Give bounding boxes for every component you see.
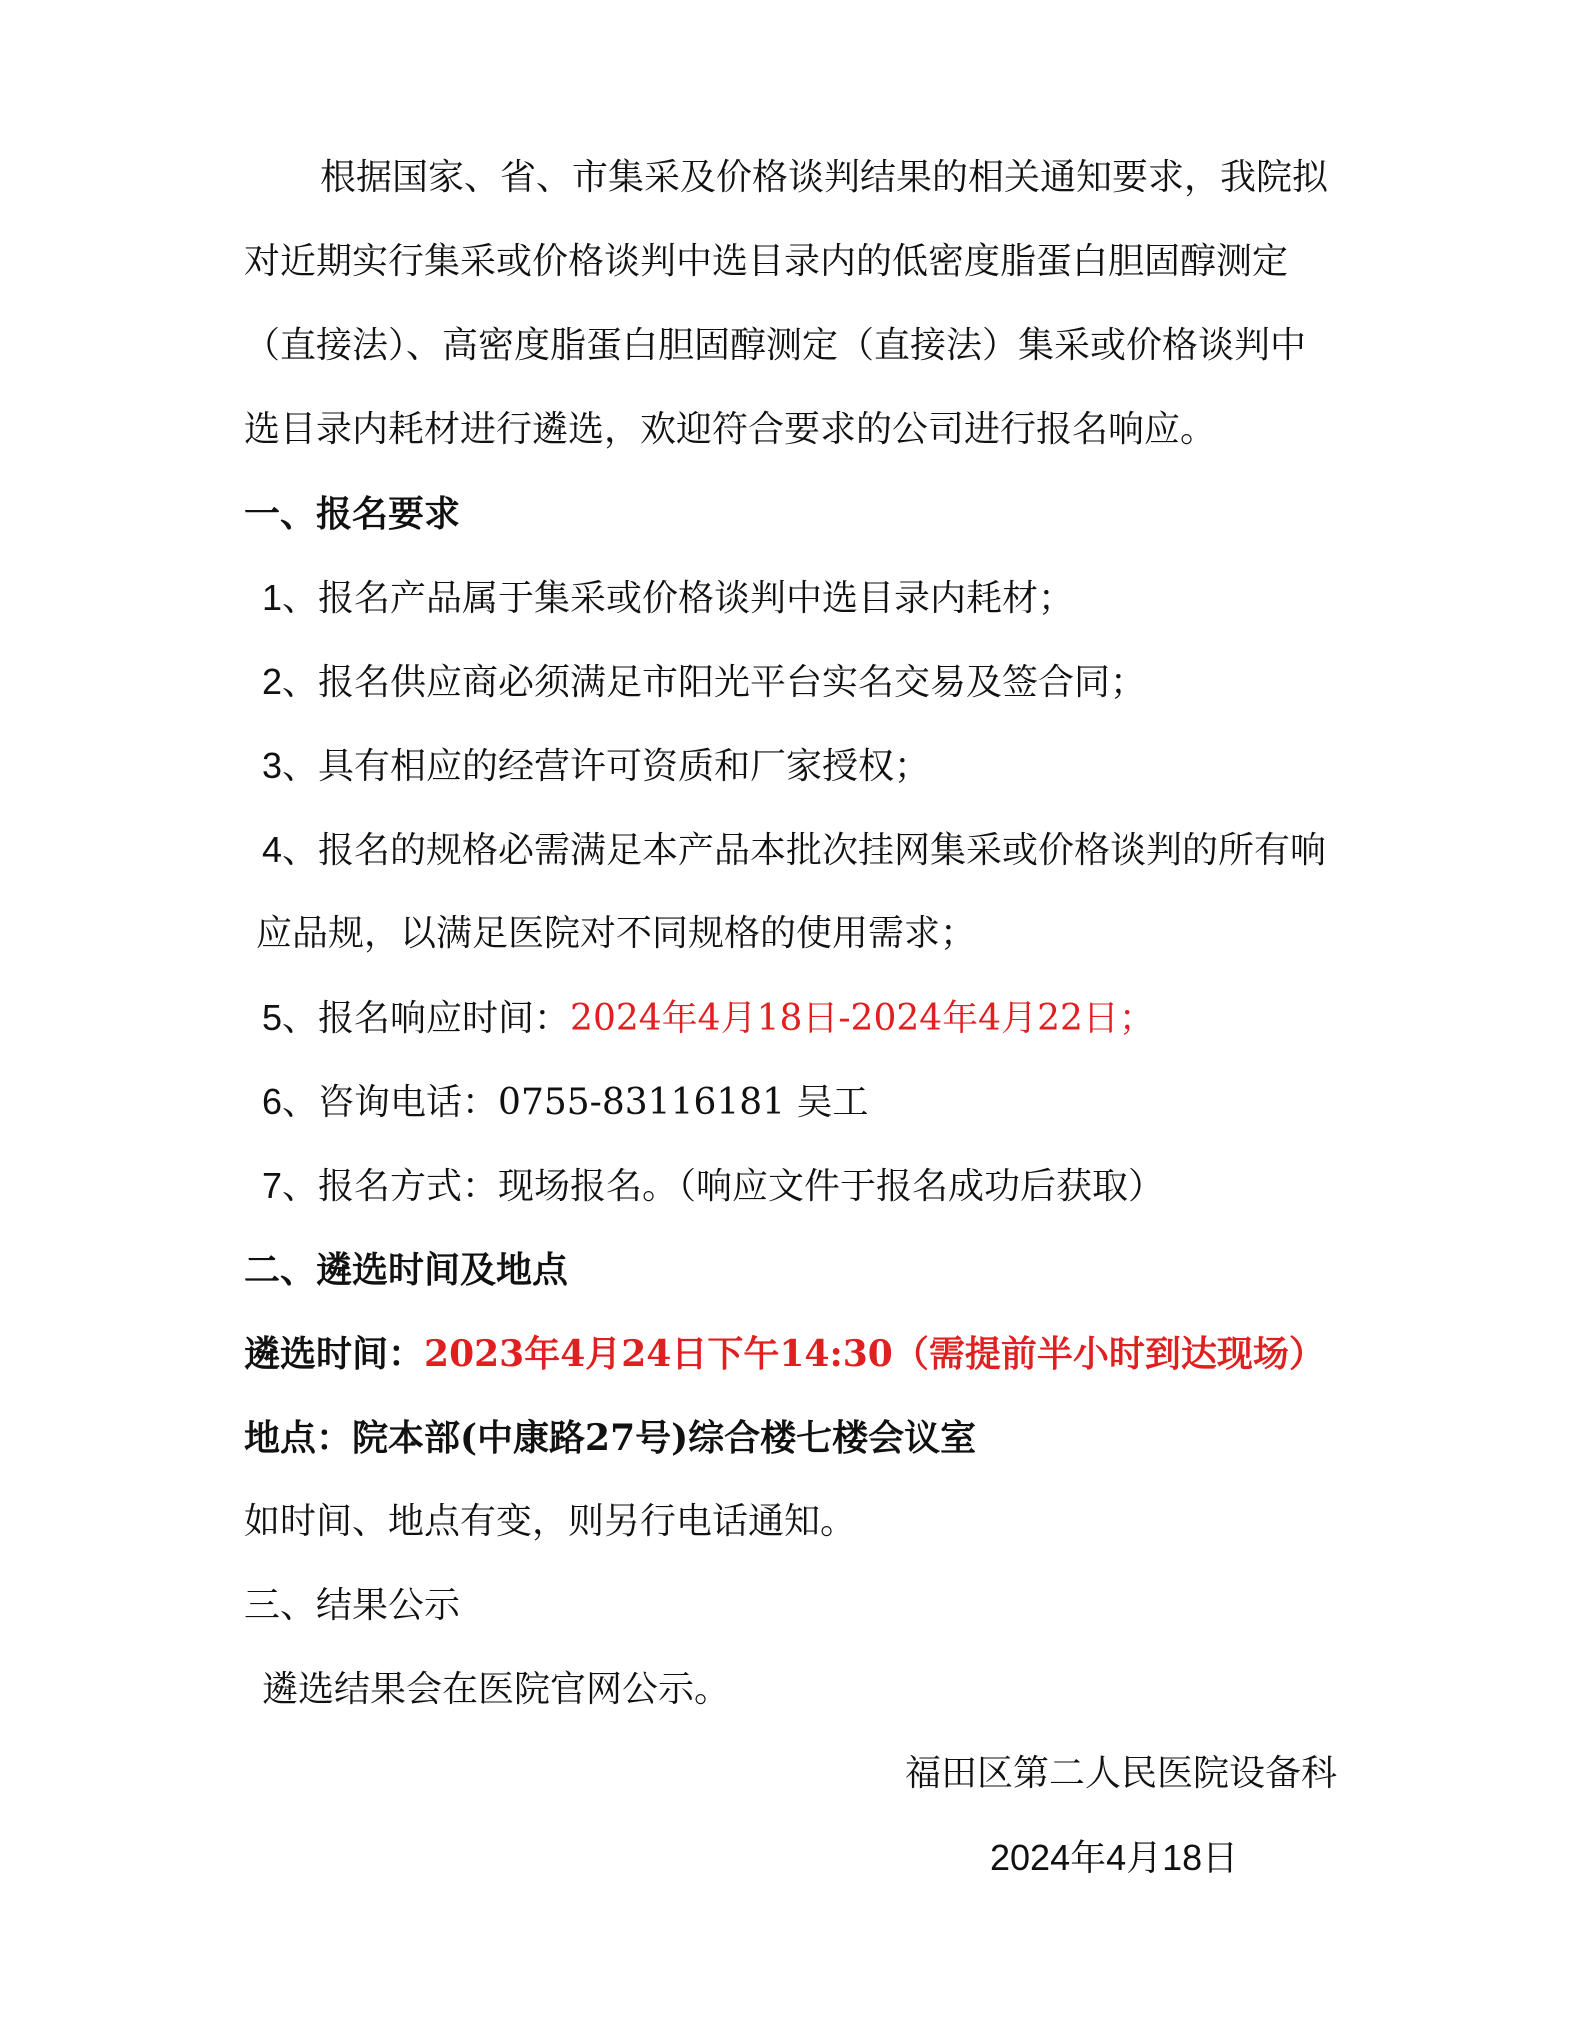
intro-line-4: 选目录内耗材进行遴选，欢迎符合要求的公司进行报名响应。 xyxy=(244,409,1217,450)
item-label: 咨询电话： xyxy=(318,1082,499,1123)
contact-phone: 0755-83116181 吴工 xyxy=(498,1082,869,1123)
response-period: 2024年4月18日-2024年4月22日； xyxy=(570,998,1155,1039)
requirement-item-4-continued: 应品规，以满足医院对不同规格的使用需求； xyxy=(256,913,977,954)
requirement-item-5 xyxy=(262,992,1155,1045)
intro-line-1: 根据国家、省、市集采及价格谈判结果的相关通知要求，我院拟 xyxy=(320,157,1329,198)
requirement-item-7 xyxy=(262,1160,1164,1213)
requirement-item-4 xyxy=(262,824,1326,877)
section-1-heading: 一、报名要求 xyxy=(244,493,461,535)
result-notice: 遴选结果会在医院官网公示。 xyxy=(262,1669,731,1710)
item-number: 6、 xyxy=(262,1081,319,1122)
intro-line-3: （直接法）、高密度脂蛋白胆固醇测定（直接法）集采或价格谈判中 xyxy=(244,325,1307,366)
item-text: 报名方式：现场报名。（响应文件于报名成功后获取） xyxy=(318,1166,1165,1207)
item-text: 报名的规格必需满足本产品本批次挂网集采或价格谈判的所有响 xyxy=(318,830,1327,871)
selection-place: 地点：院本部(中康路27号)综合楼七楼会议室 xyxy=(244,1417,977,1459)
selection-time-label: 遴选时间： xyxy=(244,1333,425,1375)
issuing-department: 福田区第二人民医院设备科 xyxy=(905,1753,1338,1794)
requirement-item-1 xyxy=(262,572,1074,625)
selection-time-value: 2023年4月24日下午14:30（需提前半小时到达现场） xyxy=(424,1333,1325,1375)
issue-date: 2024年4月18日 xyxy=(990,1837,1239,1878)
section-2-heading: 二、遴选时间及地点 xyxy=(244,1249,569,1291)
requirement-item-6 xyxy=(262,1076,869,1129)
requirement-item-2 xyxy=(262,656,1146,709)
section-3-heading: 三、结果公示 xyxy=(244,1585,461,1626)
item-text: 具有相应的经营许可资质和厂家授权； xyxy=(318,746,931,787)
change-note: 如时间、地点有变，则另行电话通知。 xyxy=(244,1501,857,1542)
item-number: 3、 xyxy=(262,745,319,786)
item-text: 报名产品属于集采或价格谈判中选目录内耗材； xyxy=(318,578,1075,619)
item-number: 5、 xyxy=(262,997,319,1038)
item-number: 7、 xyxy=(262,1165,319,1206)
item-number: 1、 xyxy=(262,577,319,618)
selection-time xyxy=(244,1328,1325,1380)
item-text: 报名供应商必须满足市阳光平台实名交易及签合同； xyxy=(318,662,1147,703)
intro-line-2: 对近期实行集采或价格谈判中选目录内的低密度脂蛋白胆固醇测定 xyxy=(244,241,1289,282)
item-label: 报名响应时间： xyxy=(318,998,571,1039)
item-number: 4、 xyxy=(262,829,319,870)
requirement-item-3 xyxy=(262,740,930,793)
item-number: 2、 xyxy=(262,661,319,702)
